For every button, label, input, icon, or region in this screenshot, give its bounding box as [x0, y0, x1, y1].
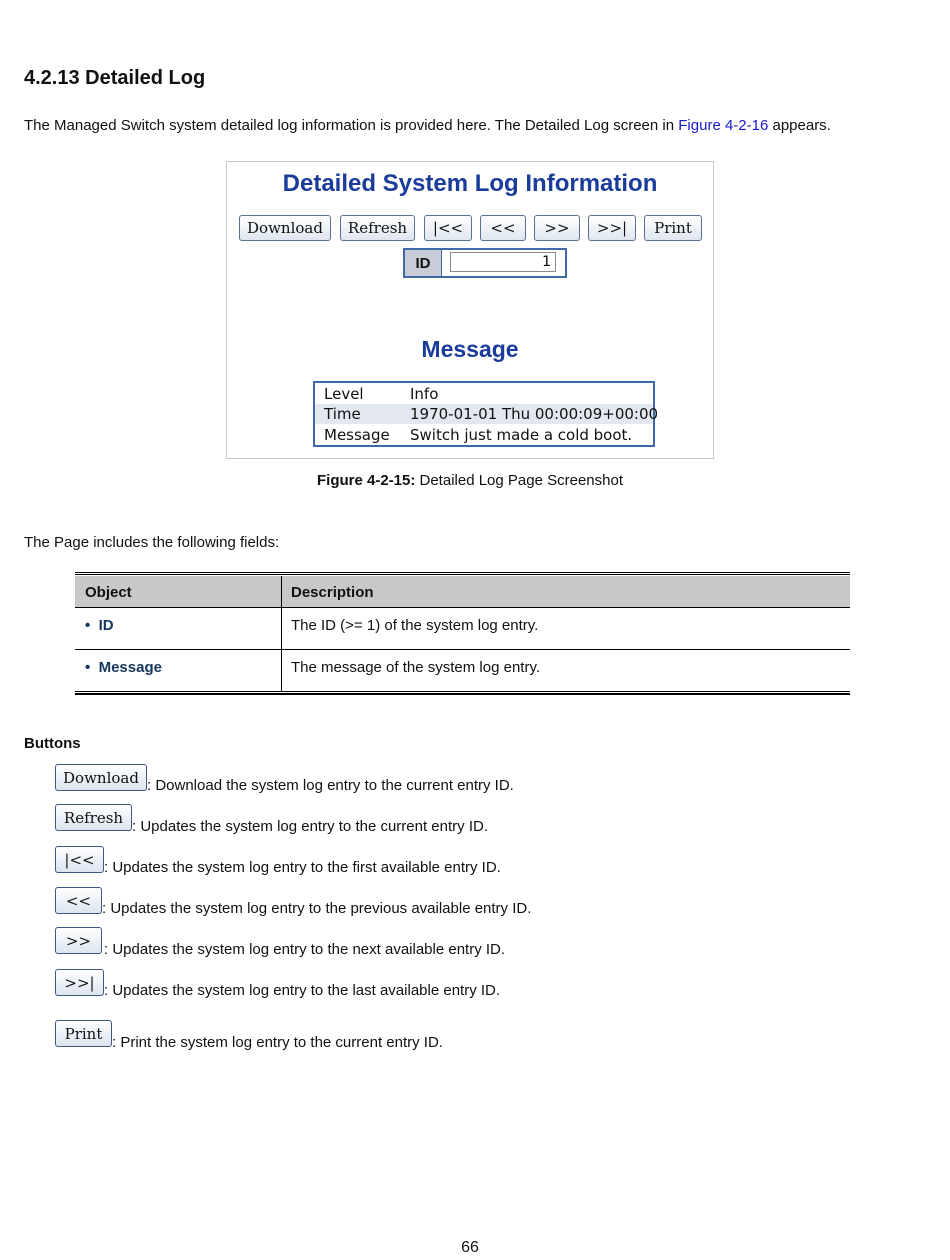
- message-title: Message: [421, 336, 519, 362]
- description-cell: The message of the system log entry.: [291, 659, 541, 676]
- object-cell: • Message: [85, 659, 162, 676]
- caption-label: Figure 4-2-15:: [316, 472, 416, 489]
- message-key: Time: [324, 405, 361, 423]
- section-title: 4.2.13 Detailed Log: [24, 67, 206, 89]
- message-value: Switch just made a cold boot.: [410, 426, 633, 444]
- table-column-divider: [281, 576, 282, 692]
- message-key: Level: [324, 385, 364, 403]
- last-entry-description: : Updates the system log entry to the last available entry ID.: [104, 982, 501, 999]
- id-label: ID: [405, 250, 442, 276]
- table-row: [75, 650, 850, 692]
- previous-entry-description: : Updates the system log entry to the previous available entry ID.: [102, 900, 532, 917]
- intro-text-end: appears.: [768, 117, 831, 134]
- first-entry-description: : Updates the system log entry to the first available entry ID.: [104, 859, 501, 876]
- next-entry-button[interactable]: >>: [534, 215, 580, 241]
- caption-text: Detailed Log Page Screenshot: [415, 472, 623, 489]
- first-entry-button[interactable]: |<<: [55, 846, 104, 873]
- message-row-level: [315, 384, 653, 404]
- first-entry-button[interactable]: |<<: [424, 215, 472, 241]
- refresh-button[interactable]: Refresh: [55, 804, 132, 831]
- last-entry-button[interactable]: >>|: [588, 215, 636, 241]
- header-description: Description: [291, 584, 374, 601]
- download-button[interactable]: Download: [239, 215, 331, 241]
- table-row: [75, 608, 850, 650]
- table-top-rule: [75, 572, 850, 575]
- download-description: : Download the system log entry to the current entry ID.: [147, 777, 514, 794]
- message-key: Message: [324, 426, 390, 444]
- object-name: ID: [98, 617, 114, 634]
- object-name: Message: [98, 659, 162, 676]
- figure-link[interactable]: Figure 4-2-16: [678, 117, 769, 134]
- id-field-group: [403, 248, 567, 278]
- print-button[interactable]: Print: [644, 215, 702, 241]
- refresh-button[interactable]: Refresh: [340, 215, 415, 241]
- last-entry-button[interactable]: >>|: [55, 969, 104, 996]
- message-row-time: [315, 404, 659, 424]
- previous-entry-button[interactable]: <<: [55, 887, 102, 914]
- description-cell: The ID (>= 1) of the system log entry.: [291, 617, 539, 634]
- figure-caption: [0, 472, 940, 489]
- figure-screenshot: [226, 161, 714, 459]
- fields-intro: The Page includes the following fields:: [24, 534, 280, 551]
- intro-text: The Managed Switch system detailed log information is provided here. The Detailed Log screen in: [24, 117, 679, 134]
- next-entry-button[interactable]: >>: [55, 927, 102, 954]
- message-row-message: [315, 425, 653, 445]
- buttons-heading: Buttons: [24, 735, 81, 752]
- previous-entry-button[interactable]: <<: [480, 215, 526, 241]
- message-table: [313, 381, 659, 447]
- message-value: 1970-01-01 Thu 00:00:09+00:00: [410, 405, 659, 423]
- download-button[interactable]: Download: [55, 764, 147, 791]
- refresh-description: : Updates the system log entry to the current entry ID.: [132, 818, 488, 835]
- intro-paragraph: [24, 117, 831, 134]
- message-value: Info: [410, 385, 439, 403]
- table-bottom-rule: [75, 691, 850, 695]
- page-number: 66: [461, 1239, 479, 1256]
- table-header: [75, 576, 850, 608]
- object-cell: • ID: [85, 617, 114, 634]
- figure-title: Detailed System Log Information: [282, 170, 658, 197]
- print-description: : Print the system log entry to the current entry ID.: [112, 1034, 443, 1051]
- fields-table: [75, 572, 850, 696]
- next-entry-description: : Updates the system log entry to the next available entry ID.: [104, 941, 506, 958]
- header-object: Object: [85, 584, 132, 601]
- id-input[interactable]: [450, 252, 556, 272]
- print-button[interactable]: Print: [55, 1020, 112, 1047]
